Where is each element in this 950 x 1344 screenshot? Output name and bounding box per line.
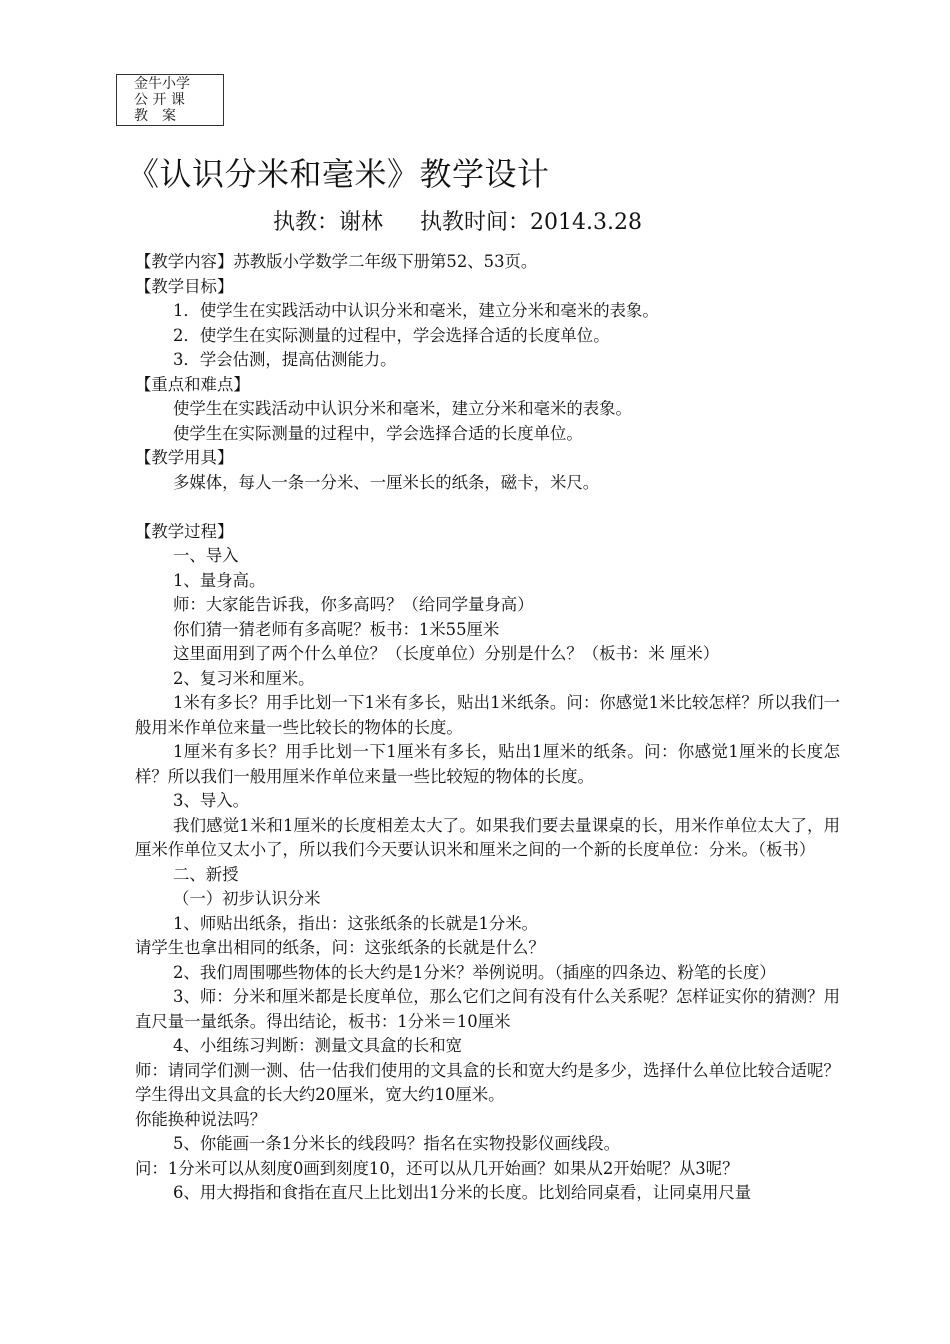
blank-line bbox=[135, 495, 840, 520]
paragraph: 2．使学生在实际测量的过程中，学会选择合适的长度单位。 bbox=[173, 325, 610, 345]
section-heading: 【教学用具】 bbox=[135, 448, 234, 467]
paragraph: 3、导入。 bbox=[173, 791, 249, 810]
section-heading: 【教学过程】 bbox=[135, 521, 234, 541]
paragraph: 我们感觉1米和1厘米的长度相差太大了。如果我们要去量课桌的长，用米作单位太大了，用厘米作单位又太小了，所以我们今天要认识米和厘米之间的一个新的长度单位：分米。（板书） bbox=[135, 815, 840, 859]
paragraph: 学生得出文具盒的长大约20厘米，宽大约10厘米。 bbox=[135, 1085, 505, 1104]
paragraph: 一、导入 bbox=[173, 546, 239, 565]
paragraph: 使学生在实际测量的过程中，学会选择合适的长度单位。 bbox=[173, 423, 583, 443]
paragraph: 1、师贴出纸条，指出：这张纸条的长就是1分米。 bbox=[173, 913, 539, 933]
paragraph: 问：1分米可以从刻度0画到刻度10，还可以从几开始画？如果从2开始呢？从3呢？ bbox=[135, 1158, 739, 1178]
section-heading: 【教学目标】 bbox=[135, 276, 234, 296]
paragraph: 师：请同学们测一测、估一估我们使用的文具盒的长和宽大约是多少，选择什么单位比较合适呢？ bbox=[135, 1060, 840, 1080]
paragraph: 这里面用到了两个什么单位？（长度单位）分别是什么？（板书：米 厘米） bbox=[173, 644, 720, 663]
paragraph: 4、小组练习判断：测量文具盒的长和宽 bbox=[173, 1036, 463, 1055]
teacher-label: 执教：谢林 bbox=[273, 210, 384, 235]
paragraph: 1米有多长？用手比划一下1米有多长，贴出1米纸条。问：你感觉1米比较怎样？所以我们一般用米作单位来量一些比较长的物体的长度。 bbox=[135, 693, 840, 737]
teaching-time: 执教时间：2014.3.28 bbox=[420, 210, 642, 235]
stamp-line: 公 开 课 bbox=[134, 92, 185, 108]
paragraph: （一）初步认识分米 bbox=[173, 889, 321, 908]
section-heading: 【教学内容】苏教版小学数学二年级下册第52、53页。 bbox=[135, 252, 538, 271]
paragraph: 6、用大拇指和食指在直尺上比划出1分米的长度。比划给同桌看，让同桌用尺量 bbox=[173, 1183, 752, 1202]
page-title: 《认识分米和毫米》教学设计 bbox=[127, 155, 550, 193]
paragraph: 你能换种说法吗？ bbox=[135, 1109, 267, 1129]
paragraph: 2、我们周围哪些物体的长大约是1分米？举例说明。（插座的四条边、粉笔的长度） bbox=[173, 962, 776, 982]
paragraph: 1、量身高。 bbox=[173, 570, 266, 590]
paragraph: 2、复习米和厘米。 bbox=[173, 668, 315, 688]
paragraph: 3、师：分米和厘米都是长度单位，那么它们之间有没有什么关系呢？怎样证实你的猜测？用直尺量一量纸条。得出结论，板书：1分米＝10厘米 bbox=[135, 987, 840, 1031]
paragraph: 5、你能画一条1分米长的线段吗？指名在实物投影仪画线段。 bbox=[173, 1134, 621, 1153]
paragraph: 请学生也拿出相同的纸条，问：这张纸条的长就是什么？ bbox=[135, 938, 545, 957]
paragraph: 多媒体，每人一条一分米、一厘米长的纸条，磁卡，米尺。 bbox=[173, 472, 600, 492]
paragraph: 师：大家能告诉我，你多高吗？（给同学量身高） bbox=[173, 595, 534, 614]
paragraph: 使学生在实践活动中认识分米和毫米，建立分米和毫米的表象。 bbox=[173, 399, 632, 418]
paragraph: 1厘米有多长？用手比划一下1厘米有多长，贴出1厘米的纸条。问：你感觉1厘米的长度怎样？所以我们一般用厘米作单位来量一些比较短的物体的长度。 bbox=[135, 742, 840, 786]
document-body bbox=[135, 250, 840, 1206]
byline bbox=[273, 208, 642, 238]
stamp-line: 金牛小学 bbox=[134, 76, 190, 92]
paragraph: 1．使学生在实践活动中认识分米和毫米，建立分米和毫米的表象。 bbox=[173, 301, 659, 320]
paragraph: 3．学会估测，提高估测能力。 bbox=[173, 350, 397, 369]
section-heading: 【重点和难点】 bbox=[135, 374, 250, 394]
paragraph: 你们猜一猜老师有多高呢？板书：1米55厘米 bbox=[173, 619, 500, 639]
paragraph: 二、新授 bbox=[173, 864, 239, 884]
stamp-line: 教 案 bbox=[134, 108, 176, 124]
stamp-box bbox=[116, 74, 224, 126]
